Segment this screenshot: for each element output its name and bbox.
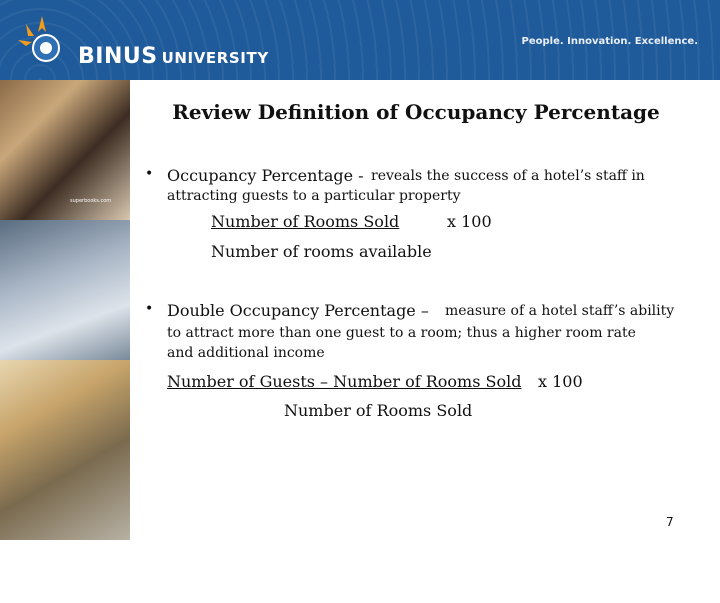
formula-multiplier: x 100 xyxy=(447,212,492,231)
hotel-staff-photo xyxy=(0,220,130,360)
bullet-term: Double Occupancy Percentage – xyxy=(167,301,429,320)
bullet-desc-line1: reveals the success of a hotel’s staff in xyxy=(371,168,645,184)
formula-denominator: Number of Rooms Sold xyxy=(284,401,473,420)
bullet-dot-icon: • xyxy=(145,301,154,317)
formula-denominator: Number of rooms available xyxy=(211,242,432,261)
formula-numerator: Number of Rooms Sold xyxy=(211,212,400,231)
bullet-term: Occupancy Percentage - xyxy=(167,166,364,185)
bullet-desc-line2: to attract more than one guest to a room; thus a higher room rate xyxy=(167,325,636,341)
header-banner xyxy=(0,0,720,80)
sidebar-photos xyxy=(0,80,130,603)
author-footer: Bina Nusantara xyxy=(20,595,74,603)
hotel-reception-photo xyxy=(0,80,130,220)
bullet-desc-line3: and additional income xyxy=(167,345,325,361)
slide-title: Review Definition of Occupancy Percentage xyxy=(172,100,660,124)
binus-logo-icon xyxy=(12,14,72,74)
page-number: 7 xyxy=(666,515,674,529)
logo-secondary-text: UNIVERSITY xyxy=(161,49,269,67)
money-calculator-photo xyxy=(0,360,130,540)
tagline: People. Innovation. Excellence. xyxy=(521,36,698,47)
bullet-desc-line2: attracting guests to a particular property xyxy=(167,188,461,204)
bullet-desc-line1: measure of a hotel staff’s ability xyxy=(445,303,675,319)
logo-main-text: BINUS xyxy=(78,44,158,69)
formula-multiplier: x 100 xyxy=(538,372,583,391)
photo-caption: superbooks.com xyxy=(70,198,112,204)
formula-numerator: Number of Guests – Number of Rooms Sold xyxy=(167,372,522,391)
bullet-dot-icon: • xyxy=(145,166,154,182)
logo-wordmark xyxy=(78,44,269,69)
